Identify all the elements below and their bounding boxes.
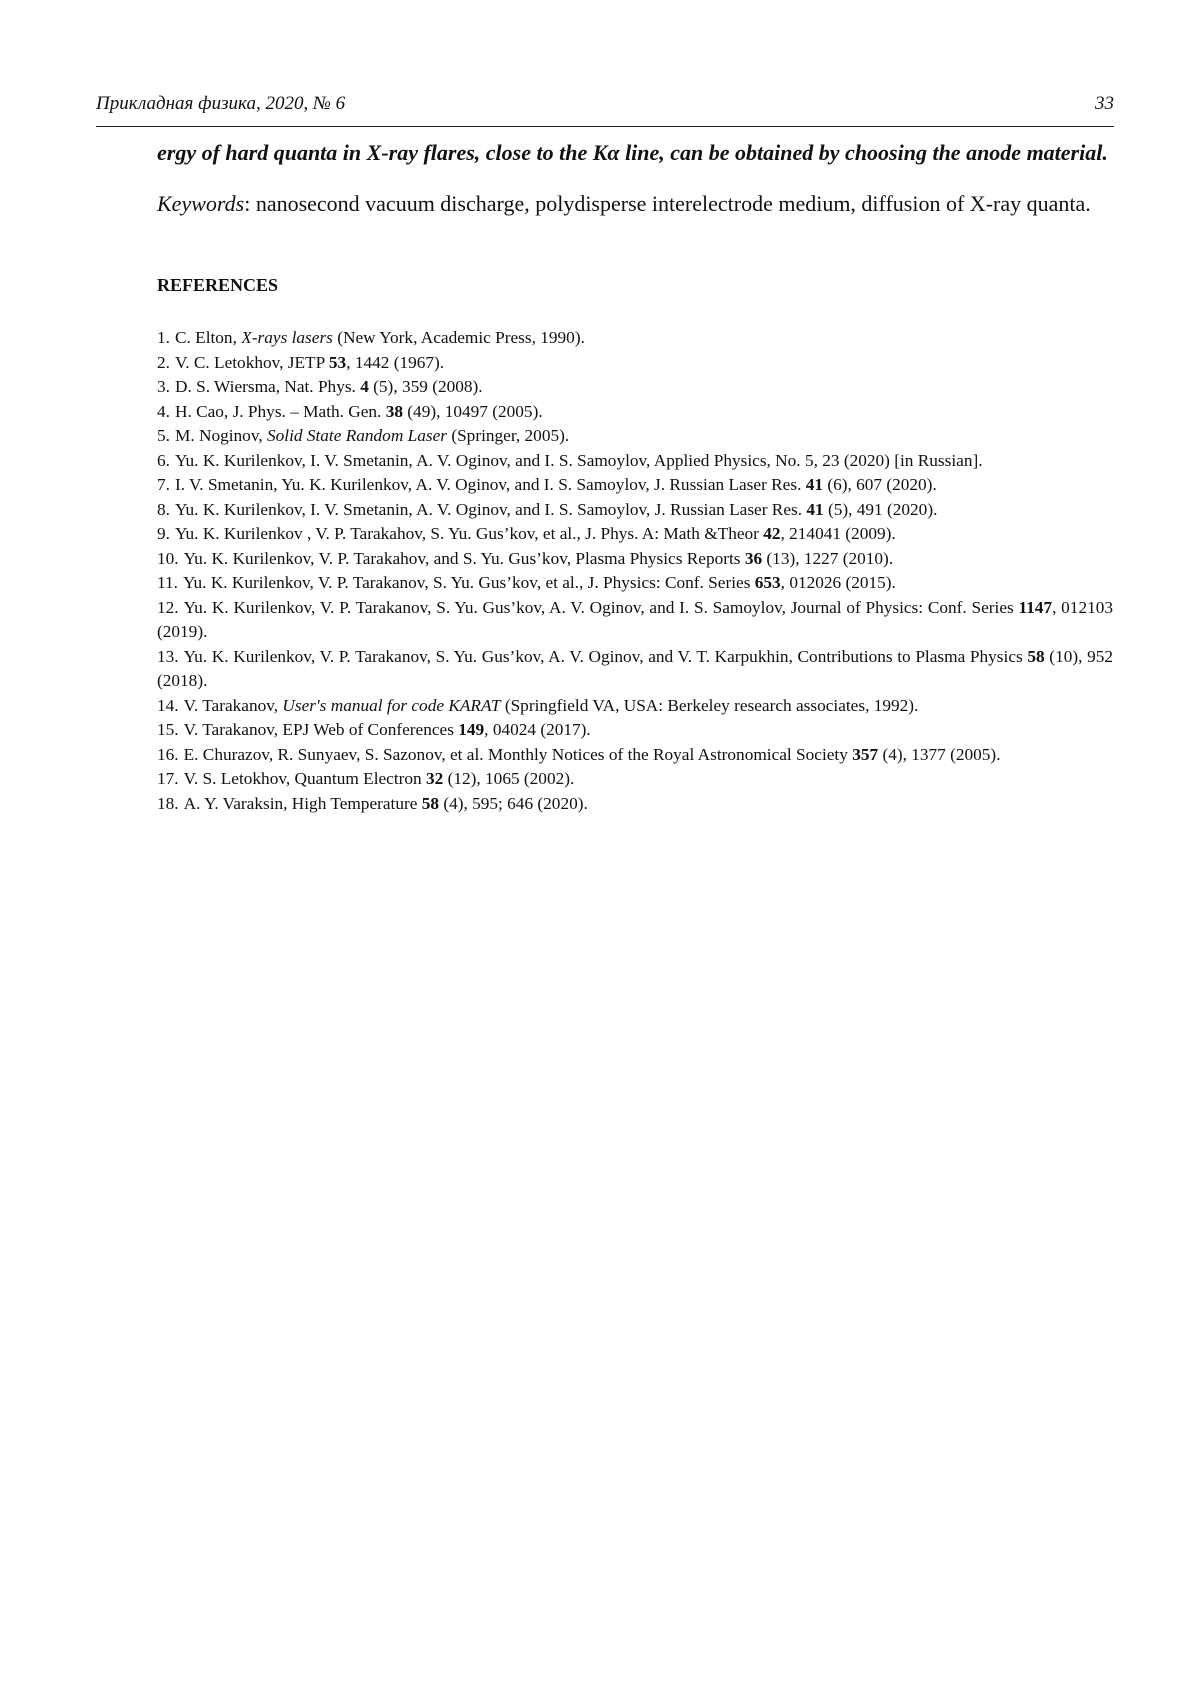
reference-text: Yu. K. Kurilenkov, I. V. Smetanin, A. V. Oginov, and I. S. Samoylov, J. Russian Laser Res. bbox=[175, 500, 806, 519]
reference-item bbox=[157, 522, 1113, 547]
reference-title: User's manual for code KARAT bbox=[282, 696, 500, 715]
reference-number: 6. bbox=[157, 451, 170, 470]
reference-item bbox=[157, 694, 1113, 719]
reference-item bbox=[157, 743, 1113, 768]
references-heading: REFERENCES bbox=[157, 274, 1113, 296]
reference-number: 16. bbox=[157, 745, 179, 764]
reference-text: A. Y. Varaksin, High Temperature bbox=[184, 794, 422, 813]
reference-text: Yu. K. Kurilenkov, V. P. Tarakanov, S. Yu. Gus’kov, et al., J. Physics: Conf. Series bbox=[183, 573, 755, 592]
reference-text: (5), 491 (2020). bbox=[824, 500, 938, 519]
reference-number: 4. bbox=[157, 402, 170, 421]
reference-item bbox=[157, 571, 1113, 596]
reference-text: Yu. K. Kurilenkov, I. V. Smetanin, A. V. Oginov, and I. S. Samoylov, Applied Physics, No. 5, 23 (2020) [in Russian]. bbox=[175, 451, 983, 470]
reference-text: C. Elton, bbox=[175, 328, 241, 347]
reference-volume: 32 bbox=[426, 769, 443, 788]
reference-volume: 38 bbox=[386, 402, 403, 421]
reference-text: (Springfield VA, USA: Berkeley research associates, 1992). bbox=[501, 696, 919, 715]
reference-number: 7. bbox=[157, 475, 170, 494]
abstract-continuation: ergy of hard quanta in X-ray flares, close to the Kα line, can be obtained by choosing the anode material. bbox=[157, 138, 1113, 167]
reference-volume: 149 bbox=[458, 720, 484, 739]
reference-text: Yu. K. Kurilenkov, V. P. Tarakanov, S. Yu. Gus’kov, A. V. Oginov, and I. S. Samoylov, Journal of Physics: Conf. Series bbox=[184, 598, 1019, 617]
reference-text: (13), 1227 (2010). bbox=[762, 549, 893, 568]
reference-volume: 4 bbox=[360, 377, 369, 396]
reference-text: , 04024 (2017). bbox=[484, 720, 591, 739]
reference-number: 2. bbox=[157, 353, 170, 372]
reference-text: D. S. Wiersma, Nat. Phys. bbox=[175, 377, 360, 396]
reference-text: (10), 952 (2018). bbox=[157, 647, 1113, 691]
reference-number: 17. bbox=[157, 769, 179, 788]
reference-text: (6), 607 (2020). bbox=[823, 475, 937, 494]
reference-text: Yu. K. Kurilenkov, V. P. Tarakanov, S. Yu. Gus’kov, A. V. Oginov, and V. T. Karpukhin, Contributions to Plasma Physics bbox=[184, 647, 1028, 666]
reference-text: I. V. Smetanin, Yu. K. Kurilenkov, A. V. Oginov, and I. S. Samoylov, J. Russian Laser Res. bbox=[175, 475, 806, 494]
reference-text: (New York, Academic Press, 1990). bbox=[333, 328, 585, 347]
reference-number: 9. bbox=[157, 524, 170, 543]
reference-text: E. Churazov, R. Sunyaev, S. Sazonov, et al. Monthly Notices of the Royal Astronomical Society bbox=[184, 745, 853, 764]
keywords-separator: : bbox=[244, 191, 256, 216]
reference-number: 1. bbox=[157, 328, 170, 347]
reference-number: 11. bbox=[157, 573, 178, 592]
reference-item bbox=[157, 645, 1113, 694]
reference-text: , 214041 (2009). bbox=[781, 524, 896, 543]
reference-number: 5. bbox=[157, 426, 170, 445]
reference-item bbox=[157, 596, 1113, 645]
reference-text: , 012026 (2015). bbox=[781, 573, 896, 592]
reference-volume: 357 bbox=[852, 745, 878, 764]
reference-item bbox=[157, 449, 1113, 474]
reference-item bbox=[157, 792, 1113, 817]
reference-text: V. S. Letokhov, Quantum Electron bbox=[184, 769, 426, 788]
reference-number: 18. bbox=[157, 794, 179, 813]
reference-volume: 41 bbox=[806, 475, 823, 494]
reference-text: Yu. K. Kurilenkov , V. P. Tarakahov, S. Yu. Gus’kov, et al., J. Phys. A: Math &Theor bbox=[175, 524, 763, 543]
reference-item bbox=[157, 718, 1113, 743]
keywords-paragraph bbox=[157, 189, 1113, 218]
reference-text: V. Tarakanov, bbox=[184, 696, 283, 715]
reference-volume: 36 bbox=[745, 549, 762, 568]
reference-text: H. Cao, J. Phys. – Math. Gen. bbox=[175, 402, 386, 421]
reference-volume: 1147 bbox=[1018, 598, 1052, 617]
reference-text: M. Noginov, bbox=[175, 426, 267, 445]
reference-volume: 58 bbox=[1027, 647, 1044, 666]
reference-number: 14. bbox=[157, 696, 179, 715]
reference-number: 3. bbox=[157, 377, 170, 396]
keywords-label: Keywords bbox=[157, 191, 244, 216]
reference-text: (49), 10497 (2005). bbox=[403, 402, 543, 421]
reference-number: 12. bbox=[157, 598, 179, 617]
reference-volume: 42 bbox=[763, 524, 780, 543]
reference-item bbox=[157, 498, 1113, 523]
reference-number: 10. bbox=[157, 549, 179, 568]
reference-text: (Springer, 2005). bbox=[447, 426, 569, 445]
reference-item bbox=[157, 351, 1113, 376]
reference-text: (4), 595; 646 (2020). bbox=[439, 794, 588, 813]
running-header bbox=[96, 92, 1114, 116]
reference-item bbox=[157, 375, 1113, 400]
reference-list bbox=[157, 326, 1113, 816]
reference-number: 13. bbox=[157, 647, 179, 666]
reference-text: , 1442 (1967). bbox=[346, 353, 444, 372]
reference-text: , 012103 (2019). bbox=[157, 598, 1113, 642]
reference-text: V. C. Letokhov, JETP bbox=[175, 353, 329, 372]
reference-item bbox=[157, 767, 1113, 792]
reference-volume: 58 bbox=[422, 794, 439, 813]
keywords-text: nanosecond vacuum discharge, polydisperse interelectrode medium, diffusion of X-ray quanta. bbox=[256, 191, 1091, 216]
reference-item bbox=[157, 473, 1113, 498]
reference-text: V. Tarakanov, EPJ Web of Conferences bbox=[184, 720, 459, 739]
reference-number: 15. bbox=[157, 720, 179, 739]
header-divider bbox=[96, 126, 1114, 127]
reference-item bbox=[157, 424, 1113, 449]
reference-volume: 41 bbox=[806, 500, 823, 519]
reference-item bbox=[157, 400, 1113, 425]
reference-number: 8. bbox=[157, 500, 170, 519]
reference-item bbox=[157, 326, 1113, 351]
reference-text: (4), 1377 (2005). bbox=[878, 745, 1000, 764]
reference-title: X-rays lasers bbox=[241, 328, 333, 347]
reference-text: (12), 1065 (2002). bbox=[443, 769, 574, 788]
reference-text: Yu. K. Kurilenkov, V. P. Tarakahov, and S. Yu. Gus’kov, Plasma Physics Reports bbox=[184, 549, 745, 568]
journal-page bbox=[0, 0, 1200, 1698]
reference-text: (5), 359 (2008). bbox=[369, 377, 483, 396]
page-number: 33 bbox=[1095, 92, 1114, 116]
reference-title: Solid State Random Laser bbox=[267, 426, 447, 445]
page-content bbox=[157, 138, 1113, 816]
reference-volume: 653 bbox=[755, 573, 781, 592]
reference-volume: 53 bbox=[329, 353, 346, 372]
journal-title: Прикладная физика, 2020, № 6 bbox=[96, 92, 345, 116]
reference-item bbox=[157, 547, 1113, 572]
